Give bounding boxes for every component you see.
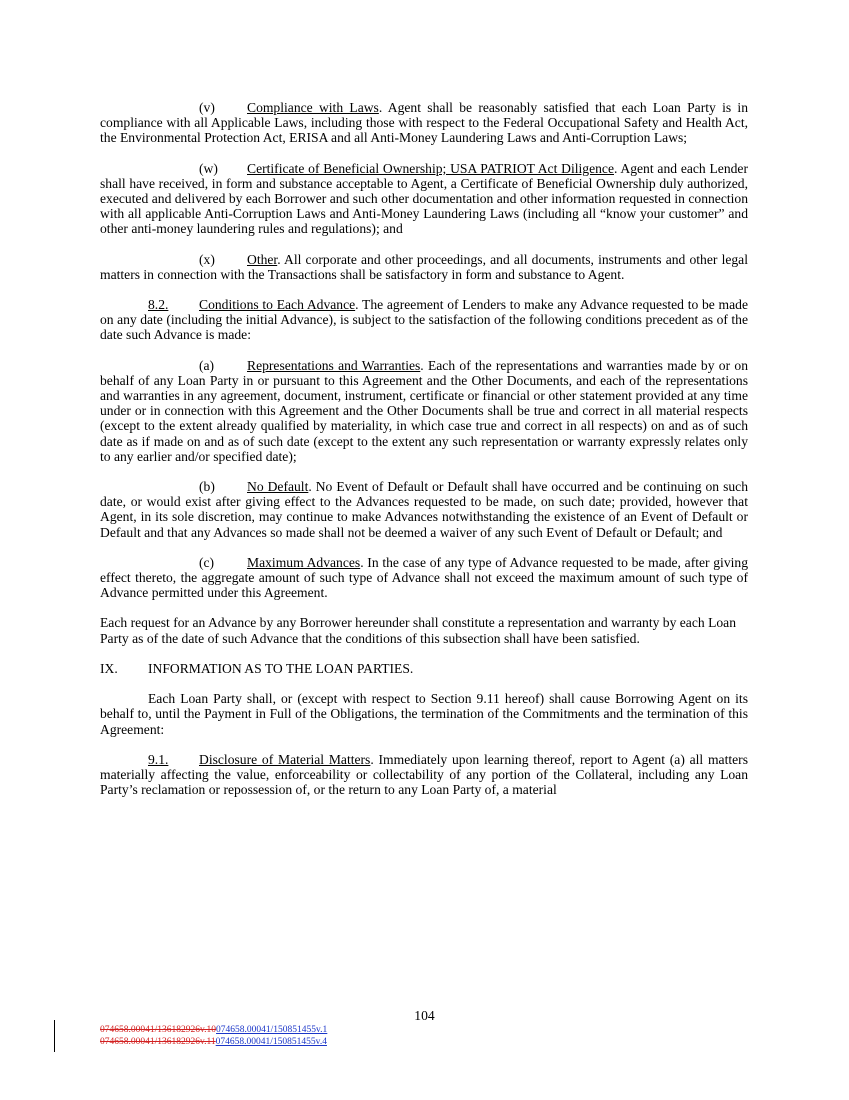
paragraph-number: (b) <box>199 479 215 495</box>
paragraph-number: (v) <box>199 100 215 115</box>
section-number: 9.1. <box>148 751 169 767</box>
paragraph-heading: Compliance with Laws <box>247 100 379 115</box>
closing-paragraph: Each request for an Advance by any Borrower hereunder shall constitute a representation and warranty by each Loan Party as of the date of such Advance that the conditions of this subsection shall have been satisfied. <box>100 615 737 646</box>
section-number: 8.2. <box>148 297 169 313</box>
paragraph-w <box>100 161 748 237</box>
section-9-1 <box>100 752 748 798</box>
paragraph-text: . Agent and each Lender shall have received, in form and substance acceptable to Agent, a Certificate of Beneficial Ownership duly authorized, executed and delivered by each Borrower and such other documentation and other information requested in connection with all applicable Anti-Corruption Laws and Anti-Money Laundering Laws (including all “know your customer” and other anti-money laundering rules and regulations); and <box>100 160 748 237</box>
paragraph-number: (c) <box>199 554 215 570</box>
article-number: IX. <box>100 660 118 676</box>
paragraph-b <box>100 479 748 540</box>
section-heading: Conditions to Each Advance <box>199 297 356 313</box>
section-text: . Immediately upon learning thereof, report to Agent (a) all matters materially affecting the value, enforceability or collectability of any portion of the Collateral, including any Loan Party’s reclamation or repossession of, or the return to any Loan Party of, a material <box>100 751 748 798</box>
paragraph-v <box>100 100 748 146</box>
section-8-2 <box>100 297 748 343</box>
paragraph-x <box>100 252 748 282</box>
article-title: INFORMATION AS TO THE LOAN PARTIES. <box>148 660 414 676</box>
article-ix-intro: Each Loan Party shall, or (except with respect to Section 9.11 hereof) shall cause Borrowing Agent on its behalf to, until the Payment in Full of the Obligations, the termination of the Commitments and the termination of this Agreement: <box>100 691 748 737</box>
paragraph-text: . Each of the representations and warranties made by or on behalf of any Loan Party in or pursuant to this Agreement and the Other Documents, and each of the representations and warranties in any agreement, document, instrument, certificate or financial or other statement provided at any time under or in connection with this Agreement and the Other Documents shall be true and correct in all material respects (except to the extent already qualified by materiality, in which case true and correct in all respects) on and as of such date as if made on and as of such date (except to the extent any such representation or warranty expressly relates only to any earlier and/or specified date); <box>100 357 748 464</box>
inserted-doc-id: 074658.00041/150851455v.4 <box>215 1037 327 1047</box>
section-heading: Disclosure of Material Matters <box>199 751 371 767</box>
paragraph-heading: Certificate of Beneficial Ownership; USA PATRIOT Act Diligence <box>247 160 614 176</box>
deleted-doc-id: 074658.00041/136182926v.11 <box>100 1037 216 1047</box>
paragraph-a <box>100 358 748 464</box>
paragraph-number: (w) <box>199 160 218 176</box>
document-footer <box>100 1024 327 1048</box>
paragraph-text: . In the case of any type of Advance requested to be made, after giving effect thereto, the aggregate amount of such type of Advance shall not exceed the maximum amount of such type of Advance permitted under this Agreement. <box>100 554 749 601</box>
document-page <box>100 100 748 797</box>
footer-line-2 <box>100 1036 327 1048</box>
inserted-doc-id: 074658.00041/150851455v.1 <box>216 1025 328 1035</box>
paragraph-heading: Other <box>247 251 278 267</box>
paragraph-text: . All corporate and other proceedings, and all documents, instruments and other legal matters in connection with the Transactions shall be satisfactory in form and substance to Agent. <box>100 251 748 282</box>
paragraph-heading: Representations and Warranties <box>247 357 421 373</box>
article-ix-heading <box>100 661 748 676</box>
paragraph-text: . No Event of Default or Default shall have occurred and be continuing on such date, or would exist after giving effect to the Advances requested to be made, on such date; provided, however that Agent, in its sole discretion, may continue to make Advances notwithstanding the existence of an Event of Default or Default and that any Advances so made shall not be deemed a waiver of any such Event of Default or Default; and <box>100 479 748 540</box>
page-number: 104 <box>414 1008 435 1023</box>
revision-change-bar <box>54 1020 55 1052</box>
paragraph-c <box>100 555 748 601</box>
deleted-doc-id: 074658.00041/136182926v.10 <box>100 1025 217 1035</box>
footer-line-1 <box>100 1024 327 1036</box>
paragraph-heading: Maximum Advances <box>247 554 361 570</box>
paragraph-heading: No Default <box>247 479 309 495</box>
section-text: . The agreement of Lenders to make any Advance requested to be made on any date (including the initial Advance), is subject to the satisfaction of the following conditions precedent as of the date such Advance is made: <box>100 297 748 343</box>
paragraph-number: (a) <box>199 357 215 373</box>
paragraph-number: (x) <box>199 251 215 267</box>
paragraph-text: . Agent shall be reasonably satisfied that each Loan Party is in compliance with all Applicable Laws, including those with respect to the Federal Occupational Safety and Health Act, the Environmental Protection Act, ERISA and all Anti-Money Laundering Laws and Anti-Corruption Laws; <box>100 100 748 146</box>
